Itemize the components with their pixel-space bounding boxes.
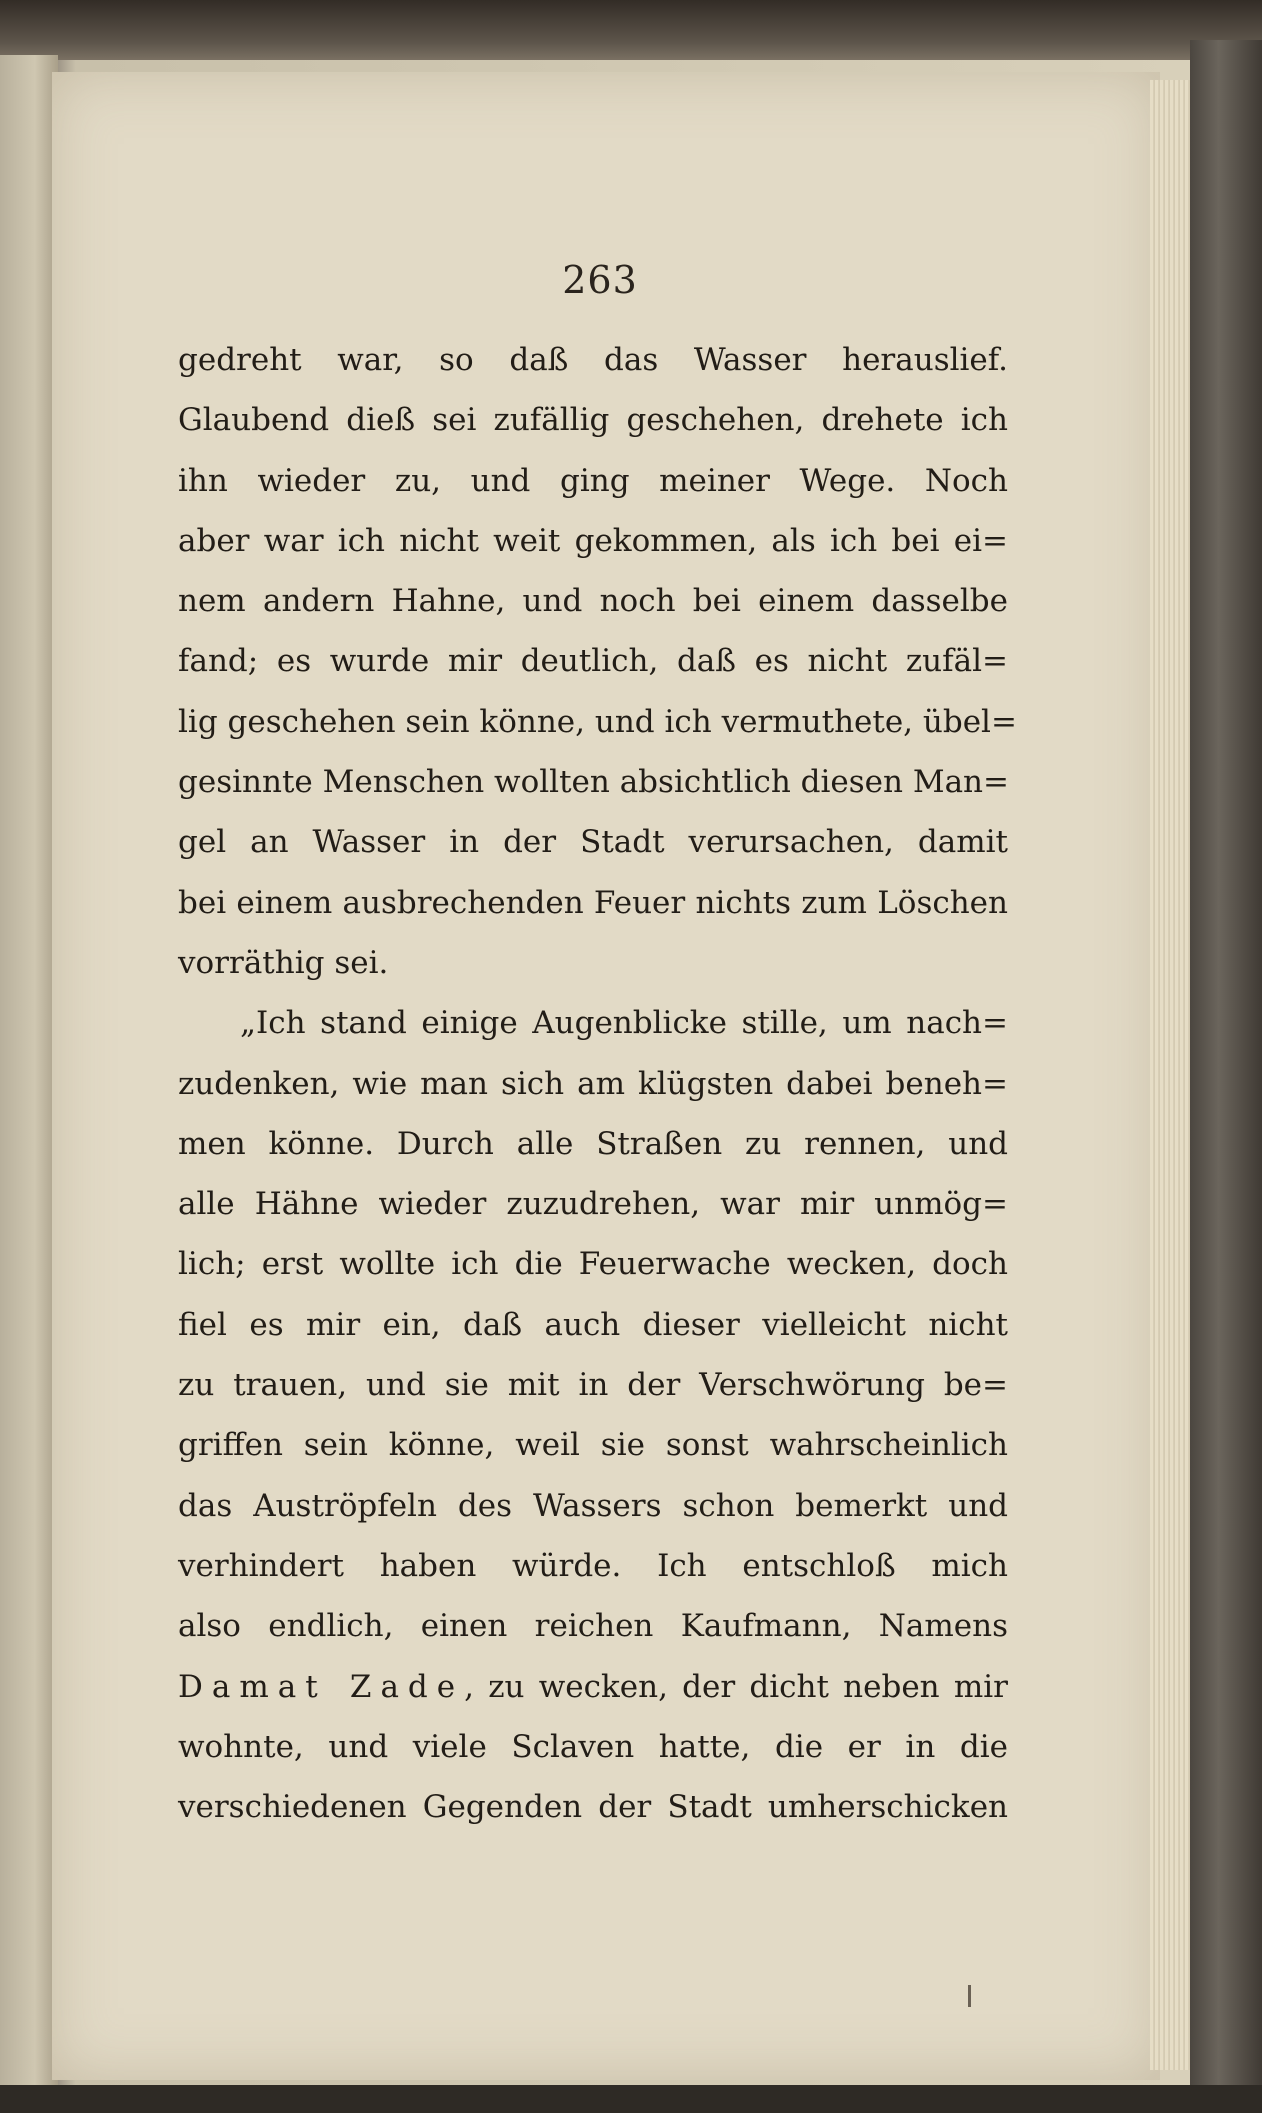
text-line: bei einem ausbrechenden Feuer nichts zum Löschen [178,884,1008,921]
text-line: gesinnte Menschen wollten absichtlich diesen Man= [178,764,1009,801]
previous-page-edge [0,55,58,2085]
text-line: vorräthig sei. [178,944,389,981]
paragraph-2 [178,993,1008,1837]
text-line: verschiedenen Gegenden der Stadt umherschicken [178,1789,1008,1826]
text-line: gel an Wasser in der Stadt verursachen, damit [178,824,1008,861]
text-line: zu trauen, und sie mit in der Verschwörung be= [178,1367,1008,1404]
text-line: verhindert haben würde. Ich entschloß mich [178,1547,1008,1584]
text-line: fiel es mir ein, daß auch dieser vielleicht nicht [178,1306,1008,1343]
text-line: gedreht war, so daß das Wasser herauslief. [178,342,1008,378]
text-line: griffen sein könne, weil sie sonst wahrscheinlich [178,1427,1008,1464]
text-line: alle Hähne wieder zuzudrehen, war mir unmög= [178,1186,1008,1223]
text-line: zudenken, wie man sich am klügsten dabei beneh= [178,1065,1008,1102]
book-cover-top [0,0,1262,60]
text-line: lig geschehen sein könne, und ich vermuthete, übel= [178,703,1017,740]
text-line: Glaubend dieß sei zufällig geschehen, drehete ich [178,402,1008,439]
text-line-with-name [178,1657,1008,1717]
text-line: lich; erst wollte ich die Feuerwache wecken, doch [178,1246,1008,1283]
text-fragment: , zu wecken, der dicht neben mir [464,1668,1008,1705]
text-line: men könne. Durch alle Straßen zu rennen, und [178,1125,1008,1162]
page-text [178,330,1017,1837]
text-line: nem andern Hahne, und noch bei einem dasselbe [178,583,1008,620]
text-line: das Auströpfeln des Wassers schon bemerkt und [178,1487,1008,1524]
text-line: wohnte, und viele Sclaven hatte, die er in die [178,1728,1008,1765]
text-line: also endlich, einen reichen Kaufmann, Namens [178,1608,1008,1645]
text-line-indented: „Ich stand einige Augenblicke stille, um nach= [240,1005,1008,1042]
spaced-proper-name: Damat Zade [178,1668,465,1705]
paragraph-1 [178,330,1017,993]
text-line: fand; es wurde mir deutlich, daß es nicht zufäl= [178,643,1008,680]
page-stack-edge [1150,80,1190,2070]
book-cover-bottom [0,2085,1262,2113]
text-line: aber war ich nicht weit gekommen, als ich bei ei= [178,522,1008,559]
book-cover-right [1190,40,1262,2113]
text-line: ihn wieder zu, und ging meiner Wege. Noch [178,462,1008,499]
page-number: 263 [562,258,638,302]
page-mark [968,1985,971,2007]
